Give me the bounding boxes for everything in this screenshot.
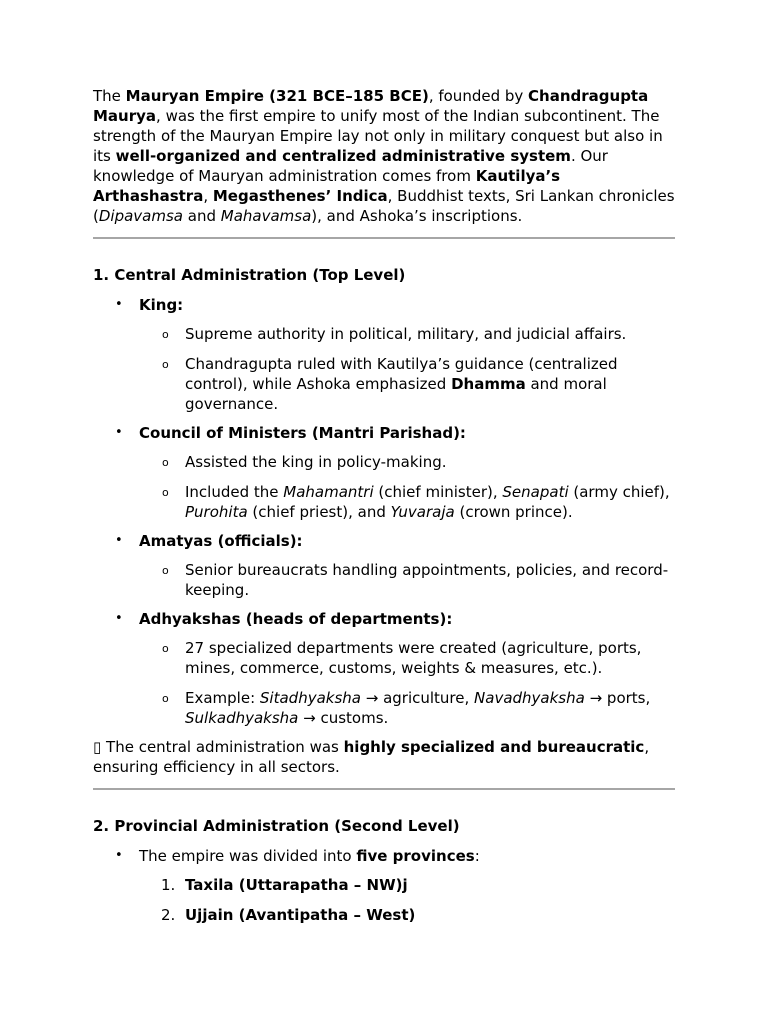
province-item: 2. Ujjain (Avantipatha – West)	[161, 906, 416, 924]
central-summary-note: ▯ The central administration was highly specialized and bureaucratic, ensuring efficiency in all sectors.	[93, 738, 650, 776]
circle-bullet-icon: o	[162, 692, 169, 705]
circle-bullet-icon: o	[162, 328, 169, 341]
province-list	[139, 875, 675, 925]
list-item: o Senior bureaucrats handling appointments, policies, and record-keeping.	[162, 561, 669, 599]
province-item: 1. Taxila (Uttarapatha – NW)j	[161, 876, 408, 894]
circle-bullet-icon: o	[162, 564, 169, 577]
section-heading-provincial: 2. Provincial Administration (Second Level)	[93, 817, 460, 835]
list-item: o Chandragupta ruled with Kautilya’s guidance (centralized control), while Ashoka emphasized Dhamma and moral governance.	[162, 355, 618, 413]
list-item: o Included the Mahamantri (chief minister), Senapati (army chief), Purohita (chief priest), and Yuvaraja (crown prince).	[162, 483, 670, 521]
list-item: o Example: Sitadhyaksha → agriculture, Navadhyaksha → ports, Sulkadhyaksha → customs.	[162, 689, 651, 727]
bullet-icon: •	[115, 297, 123, 312]
bullet-icon: •	[115, 425, 123, 440]
central-admin-list	[93, 295, 675, 728]
note-icon: ▯	[93, 738, 102, 756]
provincial-admin-list	[93, 846, 675, 925]
list-item: o 27 specialized departments were created (agriculture, ports, mines, commerce, customs, weights & measures, etc.).	[162, 639, 642, 677]
circle-bullet-icon: o	[162, 486, 169, 499]
list-item-amatyas: • Amatyas (officials): o Senior bureaucrats handling appointments, policies, and record-keeping.	[93, 531, 675, 600]
circle-bullet-icon: o	[162, 358, 169, 371]
list-item-king: • King: o Supreme authority in political, military, and judicial affairs. o Chandragupta ruled with Kautilya’s guidance (centralized control), while Ashoka emphasized Dhamma and moral governance.	[93, 295, 675, 414]
intro-paragraph: The Mauryan Empire (321 BCE–185 BCE), founded by Chandragupta Maurya, was the first empire to unify most of the Indian subcontinent. The strength of the Mauryan Empire lay not only in military conquest but also in its well-organized and centralized administrative system. Our knowledge of Mauryan administration comes from Kautilya’s Arthashastra, Megasthenes’ Indica, Buddhist texts, Sri Lankan chronicles (Dipavamsa and Mahavamsa), and Ashoka’s inscriptions.	[93, 87, 675, 225]
list-item-adhyakshas: • Adhyakshas (heads of departments): o 27 specialized departments were created (agriculture, ports, mines, commerce, customs, weights & measures, etc.). o Example: Sitadhyaksha → agriculture, Navadhyaksha → ports, Sulkadhyaksha → customs.	[93, 609, 675, 728]
bullet-icon: •	[115, 611, 123, 626]
section-divider	[93, 788, 675, 790]
list-item-council: • Council of Ministers (Mantri Parishad): o Assisted the king in policy-making. o Included the Mahamantri (chief minister), Senapati (army chief), Purohita (chief priest), and Yuvaraja (crown prince).	[93, 423, 675, 522]
list-item-provinces: • The empire was divided into five provinces: 1. Taxila (Uttarapatha – NW)j 2. Ujjain (Avantipatha – West)	[93, 846, 675, 925]
circle-bullet-icon: o	[162, 456, 169, 469]
list-item: o Assisted the king in policy-making.	[162, 453, 447, 471]
document-page	[93, 86, 675, 925]
circle-bullet-icon: o	[162, 642, 169, 655]
section-divider	[93, 237, 675, 239]
list-item: o Supreme authority in political, military, and judicial affairs.	[162, 325, 627, 343]
section-heading-central: 1. Central Administration (Top Level)	[93, 266, 406, 284]
bullet-icon: •	[115, 848, 123, 863]
bullet-icon: •	[115, 533, 123, 548]
